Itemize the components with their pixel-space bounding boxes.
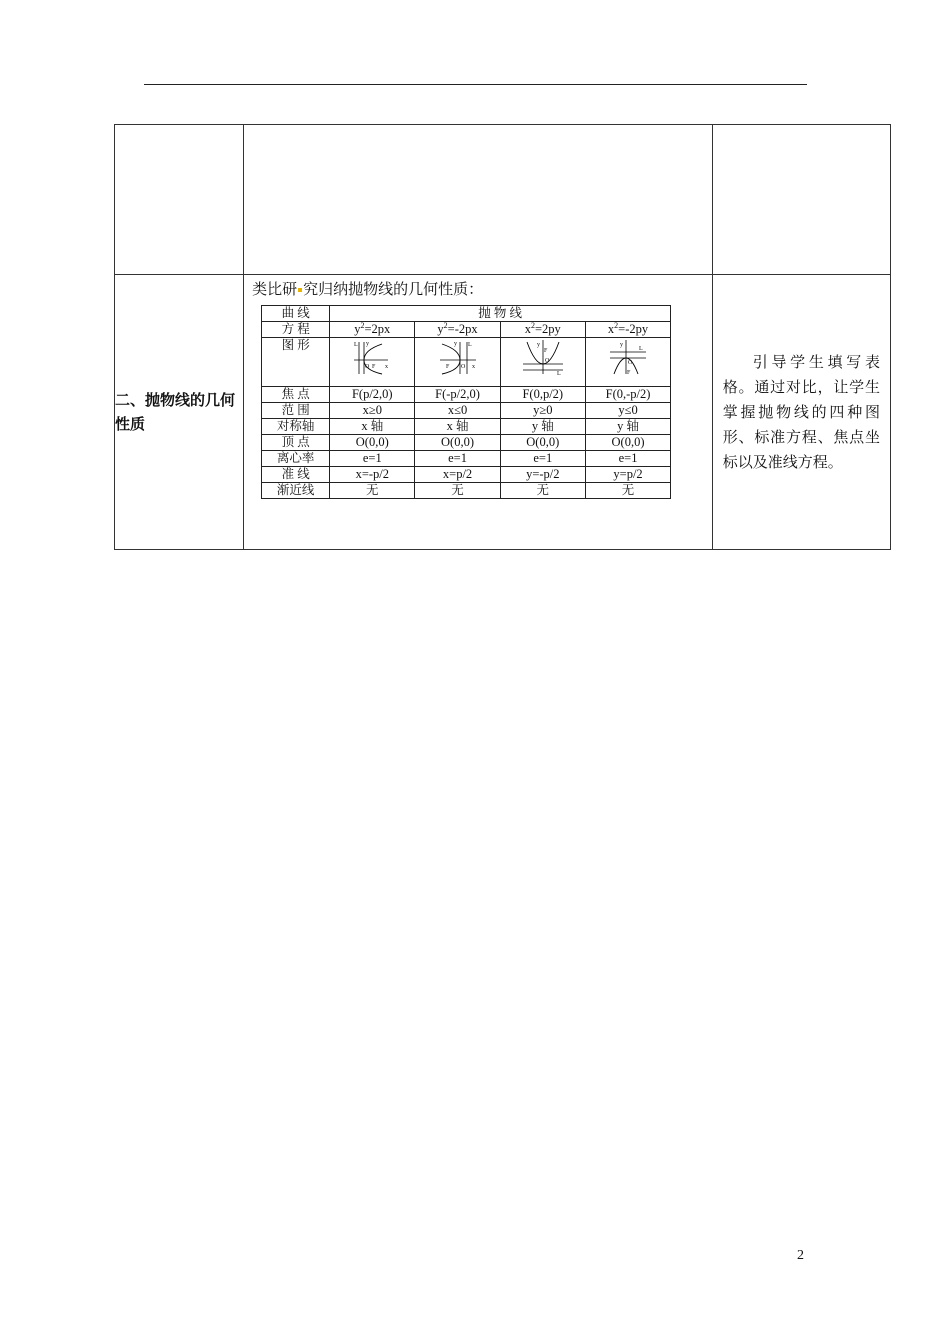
table-cell: y≤0 bbox=[585, 403, 670, 419]
svg-text:y: y bbox=[536, 342, 540, 348]
figure-cell bbox=[585, 338, 670, 387]
svg-text:O: O bbox=[365, 364, 370, 370]
table-cell: y≥0 bbox=[500, 403, 585, 419]
table-row-directrix bbox=[262, 467, 671, 483]
svg-text:F: F bbox=[445, 364, 449, 370]
table-cell: x=-p/2 bbox=[330, 467, 415, 483]
row-label: 方 程 bbox=[262, 322, 330, 338]
svg-text:x: x bbox=[385, 364, 389, 370]
svg-text:L: L bbox=[639, 346, 643, 352]
equation-cell: $x^2=-2py$ bbox=[585, 322, 670, 338]
table-row-equation bbox=[262, 322, 671, 338]
svg-text:x: x bbox=[471, 364, 475, 370]
figure-cell bbox=[330, 338, 415, 387]
table-row-header bbox=[262, 306, 671, 322]
parabola-up-figure bbox=[521, 338, 565, 376]
table-row-figure bbox=[262, 338, 671, 387]
blank-cell-1 bbox=[115, 125, 244, 275]
table-row-asymptote bbox=[262, 483, 671, 499]
parabola-left-figure bbox=[438, 338, 478, 376]
equation-cell: $y^2=2px$ bbox=[330, 322, 415, 338]
table-cell: O(0,0) bbox=[415, 435, 500, 451]
table-cell: O(0,0) bbox=[585, 435, 670, 451]
marker-dot bbox=[298, 288, 302, 292]
blank-cell-3 bbox=[712, 125, 890, 275]
table-cell: O(0,0) bbox=[330, 435, 415, 451]
equation-cell: $x^2=2py$ bbox=[500, 322, 585, 338]
table-cell: F(0,-p/2) bbox=[585, 387, 670, 403]
row-label: 渐近线 bbox=[262, 483, 330, 499]
svg-text:L: L bbox=[556, 371, 561, 376]
intro-text bbox=[252, 279, 712, 299]
lesson-row-properties bbox=[115, 275, 891, 550]
table-cell: e=1 bbox=[330, 451, 415, 467]
table-row-axis bbox=[262, 419, 671, 435]
row-label: 图 形 bbox=[262, 338, 330, 387]
table-cell: x≤0 bbox=[415, 403, 500, 419]
table-cell: 无 bbox=[585, 483, 670, 499]
svg-text:O: O bbox=[544, 358, 550, 364]
table-row-eccentricity bbox=[262, 451, 671, 467]
table-cell: 无 bbox=[330, 483, 415, 499]
lesson-table bbox=[114, 124, 891, 550]
row-label: 对称轴 bbox=[262, 419, 330, 435]
table-cell: e=1 bbox=[500, 451, 585, 467]
equation-cell: $y^2=-2px$ bbox=[415, 322, 500, 338]
svg-text:O: O bbox=[628, 360, 633, 366]
intro-text-part2: 究归纳抛物线的几何性质： bbox=[303, 280, 484, 298]
teacher-guide-text: 引导学生填写表格。通过对比，让学生掌握抛物线的四种图形、标准方程、焦点坐标以及准线方程。 bbox=[712, 275, 890, 550]
table-cell: e=1 bbox=[585, 451, 670, 467]
table-cell: x=p/2 bbox=[415, 467, 500, 483]
table-cell: x 轴 bbox=[415, 419, 500, 435]
svg-text:F: F bbox=[372, 364, 376, 370]
table-cell: x≥0 bbox=[330, 403, 415, 419]
table-row-focus bbox=[262, 387, 671, 403]
row-label: 范 围 bbox=[262, 403, 330, 419]
svg-text:y: y bbox=[366, 341, 370, 347]
section-title: 二、抛物线的几何性质 bbox=[115, 275, 244, 550]
svg-text:O: O bbox=[460, 364, 465, 370]
header-value: 抛 物 线 bbox=[330, 306, 671, 322]
content-cell bbox=[244, 275, 713, 550]
header-rule bbox=[144, 84, 807, 85]
table-cell: 无 bbox=[415, 483, 500, 499]
table-cell: y 轴 bbox=[500, 419, 585, 435]
svg-text:y: y bbox=[453, 341, 457, 347]
svg-text:F: F bbox=[543, 348, 548, 354]
intro-text-part1: 类比研 bbox=[252, 280, 298, 298]
table-cell: y=p/2 bbox=[585, 467, 670, 483]
figure-cell bbox=[415, 338, 500, 387]
svg-text:F: F bbox=[627, 370, 631, 376]
table-cell: F(0,p/2) bbox=[500, 387, 585, 403]
page-number: 2 bbox=[797, 1248, 804, 1263]
figure-cell bbox=[500, 338, 585, 387]
table-cell: y=-p/2 bbox=[500, 467, 585, 483]
parabola-properties-table bbox=[261, 305, 671, 499]
svg-text:y: y bbox=[620, 342, 624, 348]
lesson-row-blank bbox=[115, 125, 891, 275]
table-cell: O(0,0) bbox=[500, 435, 585, 451]
row-label: 顶 点 bbox=[262, 435, 330, 451]
row-label: 焦 点 bbox=[262, 387, 330, 403]
table-cell: y 轴 bbox=[585, 419, 670, 435]
svg-text:L: L bbox=[354, 342, 358, 348]
table-cell: e=1 bbox=[415, 451, 500, 467]
row-label: 准 线 bbox=[262, 467, 330, 483]
row-label: 曲 线 bbox=[262, 306, 330, 322]
table-row-vertex bbox=[262, 435, 671, 451]
parabola-down-figure bbox=[608, 338, 648, 376]
table-row-range bbox=[262, 403, 671, 419]
blank-cell-2 bbox=[244, 125, 713, 275]
parabola-right-figure bbox=[352, 338, 392, 376]
row-label: 离心率 bbox=[262, 451, 330, 467]
table-cell: F(-p/2,0) bbox=[415, 387, 500, 403]
table-cell: 无 bbox=[500, 483, 585, 499]
svg-text:L: L bbox=[467, 342, 472, 348]
table-cell: x 轴 bbox=[330, 419, 415, 435]
table-cell: F(p/2,0) bbox=[330, 387, 415, 403]
